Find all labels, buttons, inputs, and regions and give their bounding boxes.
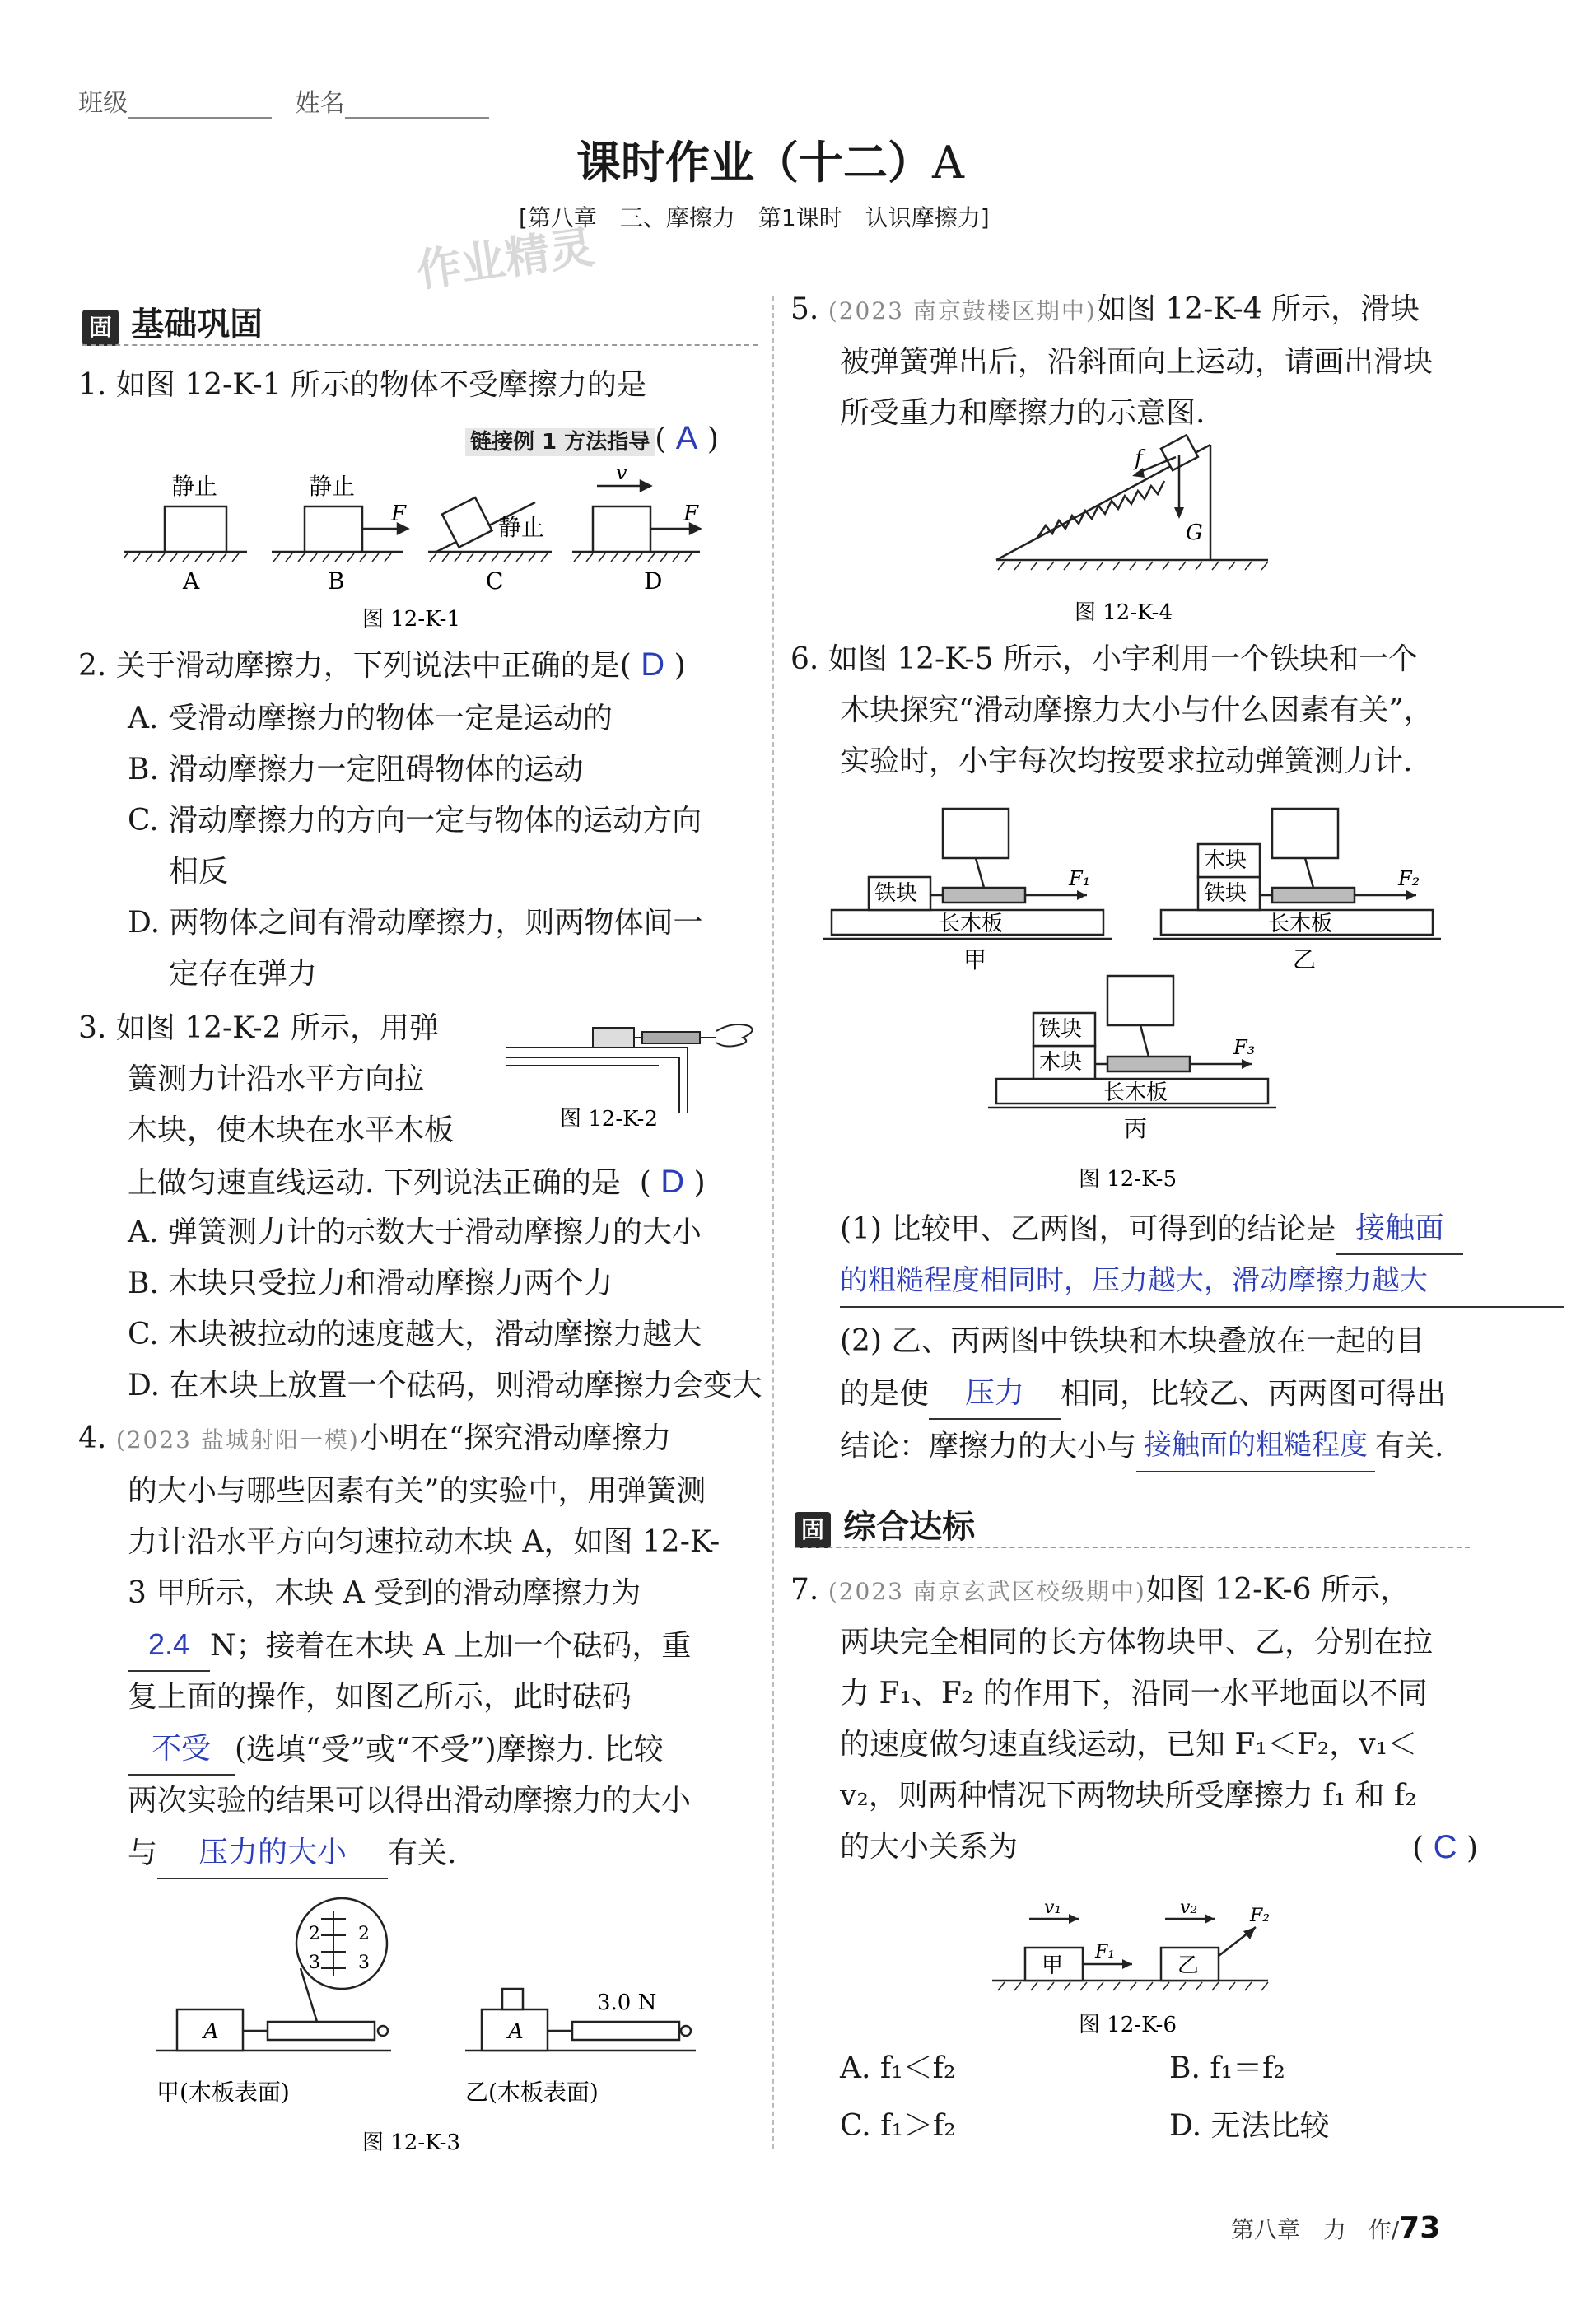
q7-answer[interactable]: C bbox=[1433, 1829, 1457, 1865]
q7-yi: 乙 bbox=[1177, 1953, 1200, 1978]
q6-f2: F₂ bbox=[1398, 867, 1420, 890]
q7-f1: F₁ bbox=[1095, 1942, 1116, 1962]
q2-option-a[interactable]: A. 受滑动摩擦力的物体一定是运动的 bbox=[128, 702, 613, 735]
q1-force-b: F bbox=[391, 502, 407, 526]
q4-block-a-yi: A bbox=[508, 2019, 524, 2044]
q6-bing: 丙 bbox=[1124, 1115, 1148, 1142]
q2-option-b[interactable]: B. 滑动摩擦力一定阻碍物体的运动 bbox=[128, 753, 584, 786]
q3-line-4-text: 上做匀速直线运动. 下列说法正确的是 bbox=[128, 1166, 621, 1200]
q6-l2: 木块探究“滑动摩擦力大小与什么因素有关”， bbox=[840, 693, 1434, 727]
q4-l1: 小明在“探究滑动摩擦力 bbox=[359, 1421, 672, 1455]
watermark: 作业精灵 bbox=[413, 221, 597, 297]
q5-l1: 如图 12-K-4 所示，滑块 bbox=[1096, 292, 1420, 326]
q1-still-a: 静止 bbox=[171, 473, 218, 500]
figure-12-K-2 bbox=[502, 1006, 774, 1155]
q6-board-bing: 长木板 bbox=[1103, 1080, 1168, 1105]
q5-l3: 所受重力和摩擦力的示意图. bbox=[840, 396, 1205, 430]
q3-options bbox=[128, 1207, 762, 1412]
page-number: 73 bbox=[1399, 2211, 1441, 2245]
q1-label-c: C bbox=[486, 567, 504, 595]
q6-answer-2[interactable]: 压力 bbox=[929, 1367, 1061, 1420]
q2-option-c[interactable]: C. 滑动摩擦力的方向一定与物体的运动方向 bbox=[128, 804, 702, 838]
q4-l3: 力计沿水平方向匀速拉动木块 A，如图 12-K- bbox=[128, 1525, 720, 1559]
q7-body: 7. (2023 南京玄武区校级期中)如图 12-K-6 所示， 两块完全相同的长方体物块甲、乙，分别在拉 力 F₁、F₂ 的作用下，沿同一水平地面以不同 的速度做匀速直线运动，已知 F₁＜F₂，v₁＜ v₂，则两种情况下两物块所受摩擦力 f₁ 和 f₂ 的大小关系为 ( C ) bbox=[790, 1565, 1499, 1874]
q1-force-d: F bbox=[683, 502, 699, 526]
section-icon-2: 固 bbox=[795, 1512, 831, 1548]
figure-12-K-4 bbox=[988, 428, 1285, 634]
column-divider bbox=[772, 296, 774, 2149]
figure-12-K-5 bbox=[823, 791, 1466, 1202]
q4-l4: 3 甲所示，木块 A 受到的滑动摩擦力为 bbox=[128, 1576, 641, 1610]
q6-wood-yi: 木块 bbox=[1204, 848, 1247, 873]
q6-p2e: 有关. bbox=[1375, 1430, 1444, 1463]
section-comprehensive bbox=[795, 1500, 975, 1548]
q4-l7: (选填“受”或“不受”)摩擦力. 比较 bbox=[235, 1733, 664, 1766]
q4-answer-2[interactable]: 不受 bbox=[128, 1723, 235, 1776]
q4-jia-label: 甲(木板表面) bbox=[156, 2079, 290, 2106]
q5-body bbox=[790, 284, 1499, 439]
section-basic-rule bbox=[82, 344, 758, 346]
q6-iron-jia: 铁块 bbox=[874, 881, 918, 906]
q4-answer-3[interactable]: 压力的大小 bbox=[157, 1827, 388, 1879]
q4-source: (2023 盐城射阳一模) bbox=[115, 1426, 360, 1454]
name-blank[interactable] bbox=[345, 92, 489, 119]
q4-dial-mark-3: 3 bbox=[309, 1953, 320, 1973]
figure-12-K-3 bbox=[152, 1886, 696, 2166]
page-title bbox=[576, 128, 964, 191]
q6-jia: 甲 bbox=[963, 946, 987, 973]
class-blank[interactable] bbox=[128, 92, 272, 119]
q3-line-4: 上做匀速直线运动. 下列说法正确的是 ( D ) bbox=[128, 1164, 706, 1200]
q6-parts bbox=[840, 1202, 1581, 1472]
q7-num: 7. bbox=[790, 1573, 819, 1607]
q4-caption: 图 12-K-3 bbox=[362, 2130, 460, 2155]
q3-answer[interactable]: D bbox=[660, 1164, 685, 1200]
q5-g-label: G bbox=[1186, 520, 1203, 545]
q7-v1: v₁ bbox=[1044, 1897, 1062, 1918]
footer-zuo: 作/ bbox=[1368, 2216, 1400, 2243]
q1-label-a: A bbox=[183, 567, 200, 595]
q4-answer-1[interactable]: 2.4 bbox=[128, 1619, 210, 1672]
q2-answer[interactable]: D bbox=[641, 646, 665, 683]
q7-option-c[interactable]: C. f₁＞f₂ bbox=[840, 2109, 956, 2143]
q6-l3: 实验时，小宇每次均按要求拉动弹簧测力计. bbox=[840, 744, 1413, 778]
q4-l2: 的大小与哪些因素有关”的实验中，用弹簧测 bbox=[128, 1474, 706, 1508]
q6-l1: 6. 如图 12-K-5 所示，小宇利用一个铁块和一个 bbox=[790, 642, 1418, 676]
q2-stem-line: 2. 关于滑动摩擦力，下列说法中正确的是( D ) bbox=[78, 646, 686, 683]
q6-f1: F₁ bbox=[1069, 867, 1091, 890]
q6-board-yi: 长木板 bbox=[1268, 912, 1333, 936]
q1-caption: 图 12-K-1 bbox=[362, 607, 460, 632]
q6-caption: 图 12-K-5 bbox=[1079, 1167, 1177, 1192]
q7-jia: 甲 bbox=[1042, 1953, 1064, 1978]
q7-option-b[interactable]: B. f₁＝f₂ bbox=[1169, 2051, 1285, 2085]
q4-l5: N；接着在木块 A 上加一个砝码，重 bbox=[210, 1629, 692, 1663]
title-suffix: A bbox=[932, 137, 964, 189]
q1-velocity-d: v bbox=[616, 461, 627, 484]
q3-line-1: 3. 如图 12-K-2 所示，用弹 bbox=[78, 1011, 439, 1045]
q7-l4: 的速度做匀速直线运动，已知 F₁＜F₂，v₁＜ bbox=[840, 1728, 1418, 1762]
q6-p2a: (2) 乙、丙两图中铁块和木块叠放在一起的目 bbox=[840, 1324, 1425, 1358]
q5-f-label: f bbox=[1135, 446, 1143, 471]
class-label: 班级 bbox=[78, 89, 128, 118]
q2-option-d-cont: 定存在弹力 bbox=[169, 957, 318, 991]
q7-option-a[interactable]: A. f₁＜f₂ bbox=[840, 2051, 956, 2085]
q1-answer[interactable]: A bbox=[675, 420, 698, 456]
q2-stem: 2. 关于滑动摩擦力，下列说法中正确的是 bbox=[78, 649, 620, 683]
name-label: 姓名 bbox=[295, 89, 345, 118]
q7-l6: 的大小关系为 bbox=[840, 1830, 1019, 1864]
q5-l2: 被弹簧弹出后，沿斜面向上运动，请画出滑块 bbox=[840, 345, 1434, 379]
q1-still-b: 静止 bbox=[309, 473, 356, 500]
q5-source: (2023 南京鼓楼区期中) bbox=[828, 297, 1097, 324]
q5-caption: 图 12-K-4 bbox=[1075, 600, 1173, 625]
q7-l2: 两块完全相同的长方体物块甲、乙，分别在拉 bbox=[840, 1626, 1434, 1659]
q3-option-b[interactable]: B. 木块只受拉力和滑动摩擦力两个力 bbox=[128, 1267, 613, 1300]
q4-num: 4. bbox=[78, 1421, 107, 1455]
q6-p2c: 相同，比较乙、丙两图可得出 bbox=[1061, 1377, 1447, 1411]
q4-dial-mark-4: 3 bbox=[358, 1953, 370, 1973]
q7-l1: 如图 12-K-6 所示， bbox=[1145, 1573, 1410, 1607]
q2-option-d[interactable]: D. 两物体之间有滑动摩擦力，则两物体间一 bbox=[128, 906, 703, 940]
footer-chapter: 第八章 力 bbox=[1231, 2216, 1347, 2243]
q7-l3: 力 F₁、F₂ 的作用下，沿同一水平地面以不同 bbox=[840, 1677, 1428, 1710]
q1-stem: 1. 如图 12-K-1 所示的物体不受摩擦力的是 bbox=[78, 368, 646, 402]
q6-iron-bing: 铁块 bbox=[1039, 1017, 1083, 1042]
q3-option-a[interactable]: A. 弹簧测力计的示数大于滑动摩擦力的大小 bbox=[128, 1216, 702, 1249]
q4-dial-mark-2: 2 bbox=[358, 1924, 370, 1944]
q4-body bbox=[78, 1413, 762, 1879]
section-comprehensive-title: 综合达标 bbox=[843, 1508, 976, 1546]
q4-l8: 两次实验的结果可以得出滑动摩擦力的大小 bbox=[128, 1784, 692, 1818]
title-main: 课时作业（十二） bbox=[576, 137, 932, 189]
q6-board-jia: 长木板 bbox=[939, 912, 1004, 936]
section-basic bbox=[82, 298, 263, 346]
q7-source: (2023 南京玄武区校级期中) bbox=[828, 1578, 1146, 1605]
q7-option-d[interactable]: D. 无法比较 bbox=[1169, 2109, 1330, 2143]
class-name-line bbox=[78, 82, 489, 119]
q3-option-c[interactable]: C. 木块被拉动的速度越大，滑动摩擦力越大 bbox=[128, 1318, 702, 1351]
q4-yi-label: 乙(木板表面) bbox=[465, 2079, 599, 2106]
q3-option-d[interactable]: D. 在木块上放置一个砝码，则滑动摩擦力会变大 bbox=[128, 1369, 762, 1402]
q1-still-c: 静止 bbox=[498, 514, 545, 541]
q4-l6: 复上面的操作，如图乙所示，此时砝码 bbox=[128, 1680, 632, 1714]
q7-v2: v₂ bbox=[1180, 1897, 1198, 1918]
q6-answer-1b[interactable]: 的粗糙程度相同时，压力越大，滑动摩擦力越大 bbox=[840, 1255, 1564, 1308]
q5-num: 5. bbox=[790, 292, 819, 326]
figure-12-K-6 bbox=[988, 1890, 1285, 2038]
q6-f3: F₃ bbox=[1233, 1036, 1256, 1059]
q7-f2: F₂ bbox=[1250, 1906, 1271, 1926]
q1-label-d: D bbox=[644, 567, 663, 595]
q6-answer-1a[interactable]: 接触面 bbox=[1336, 1202, 1463, 1255]
q4-reading: 3.0 N bbox=[597, 1990, 657, 2015]
q7-l5: v₂，则两种情况下两物块所受摩擦力 f₁ 和 f₂ bbox=[840, 1779, 1417, 1813]
q6-answer-3[interactable]: 接触面的粗糙程度 bbox=[1136, 1420, 1375, 1472]
q3-caption: 图 12-K-2 bbox=[560, 1107, 658, 1132]
q6-yi: 乙 bbox=[1293, 946, 1317, 973]
q6-p2b: 的是使 bbox=[840, 1377, 930, 1411]
page-subtitle: [第八章 三、摩擦力 第1课时 认识摩擦力] bbox=[519, 204, 990, 231]
q1-label-b: B bbox=[328, 567, 345, 595]
q7-caption: 图 12-K-6 bbox=[1079, 2013, 1177, 2037]
q2-option-c-cont: 相反 bbox=[169, 855, 229, 889]
q6-iron-yi: 铁块 bbox=[1204, 881, 1247, 906]
q6-stem bbox=[790, 634, 1499, 787]
q3-line-3: 木块，使木块在水平木板 bbox=[128, 1113, 455, 1147]
q6-wood-bing: 木块 bbox=[1039, 1050, 1083, 1075]
section-comprehensive-rule bbox=[795, 1547, 1470, 1548]
footer bbox=[1231, 2211, 1440, 2245]
section-icon: 固 bbox=[82, 310, 119, 346]
q4-l9b: 有关. bbox=[388, 1836, 457, 1870]
q1-link: 链接例 1 方法指导 bbox=[465, 428, 655, 456]
q3-line-2: 簧测力计沿水平方向拉 bbox=[128, 1062, 425, 1096]
q4-dial-mark-1: 2 bbox=[309, 1924, 320, 1944]
q2-options bbox=[128, 693, 702, 1000]
q6-p2d: 结论：摩擦力的大小与 bbox=[840, 1430, 1137, 1463]
q6-p1a: (1) 比较甲、乙两图，可得到的结论是 bbox=[840, 1212, 1336, 1246]
q1-link-line: 链接例 1 方法指导 ( A ) bbox=[465, 420, 719, 460]
figure-12-K-1 bbox=[124, 461, 749, 651]
q4-block-a-jia: A bbox=[203, 2019, 219, 2044]
q4-l9a: 与 bbox=[128, 1836, 158, 1870]
section-basic-title: 基础巩固 bbox=[131, 306, 263, 343]
